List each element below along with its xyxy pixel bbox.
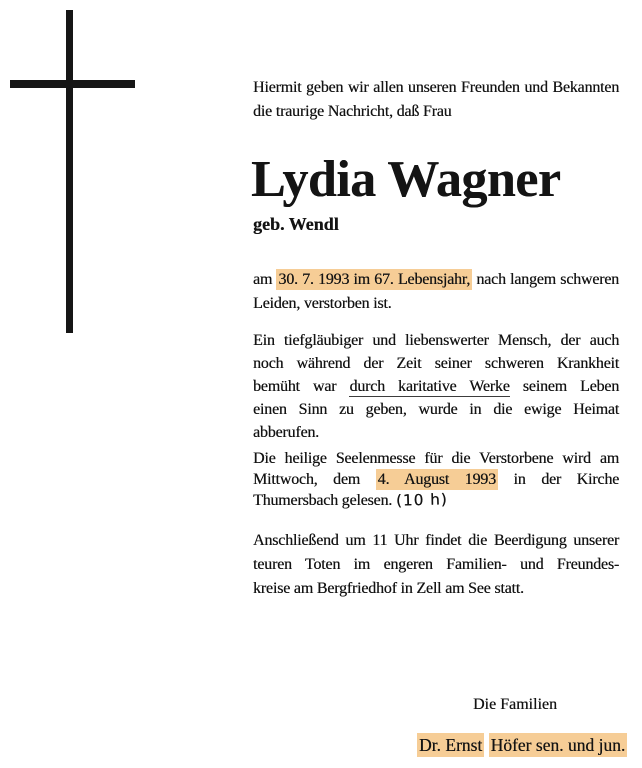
text-segment: Leiden, verstorben ist. [253, 295, 392, 312]
text-line [253, 100, 619, 124]
closing-line: Die Familien [473, 696, 557, 713]
text-line [253, 469, 619, 490]
text-segment: Mittwoch, dem [253, 471, 376, 488]
text-segment [484, 735, 488, 755]
text-segment: Thumersbach gelesen. [253, 492, 396, 509]
highlighted-text: 4. August 1993 [377, 471, 496, 488]
text-line [253, 375, 619, 398]
text-line [253, 421, 619, 444]
text-segment: einen Sinn zu geben, wurde in die ewige Heimat [253, 401, 619, 418]
text-line [253, 76, 619, 100]
text-segment: am [253, 271, 277, 288]
maiden-name: geb. Wendl [253, 214, 339, 234]
text-segment: nach langem schweren [472, 271, 619, 288]
cross-vertical-bar [66, 10, 73, 333]
text-line [253, 490, 619, 511]
highlighted-text: Dr. Ernst [419, 735, 483, 755]
text-segment: Hiermit geben wir allen unseren Freunden und Bekannten [253, 79, 619, 96]
death-date-paragraph [253, 268, 619, 316]
text-segment: seinem Leben [509, 378, 620, 395]
text-line [253, 529, 619, 553]
text-segment: die traurige Nachricht, daß Frau [253, 103, 452, 120]
highlighted-text: 30. 7. 1993 im 67. Lebensjahr, [278, 271, 471, 288]
text-line [417, 733, 627, 757]
signature-line [417, 733, 627, 757]
cross-horizontal-bar [10, 80, 135, 88]
text-line [253, 352, 619, 375]
burial-paragraph [253, 529, 619, 601]
text-segment: bemüht war [253, 378, 350, 395]
text-segment: abberufen. [253, 424, 319, 441]
text-line [253, 448, 619, 469]
text-segment: noch während der Zeit seiner schweren Krankheit [253, 355, 619, 372]
text-line [253, 329, 619, 352]
text-line [253, 553, 619, 577]
text-segment: Anschließend um 11 Uhr findet die Beerdigung unserer [253, 532, 619, 549]
underlined-text: durch karitative Werke [349, 378, 510, 395]
text-line [253, 577, 619, 601]
highlighted-text: Höfer sen. und jun. [490, 735, 626, 755]
intro-paragraph [253, 76, 619, 124]
requiem-mass-paragraph [253, 448, 619, 511]
handwritten-note: (10 h) [395, 490, 448, 510]
text-line [253, 398, 619, 421]
tribute-paragraph [253, 329, 619, 444]
text-segment: kreise am Bergfriedhof in Zell am See statt. [253, 580, 524, 597]
text-line [253, 268, 619, 292]
text-segment: in der Kirche [497, 471, 620, 488]
deceased-name: Lydia Wagner [251, 151, 561, 208]
text-segment: teuren Toten im engeren Familien- und Freundes- [253, 556, 619, 573]
text-segment: Ein tiefgläubiger und liebenswerter Mensch, der auch [253, 332, 619, 349]
text-segment: Die heilige Seelenmesse für die Verstorbene wird am [253, 450, 619, 467]
text-line [253, 292, 619, 316]
